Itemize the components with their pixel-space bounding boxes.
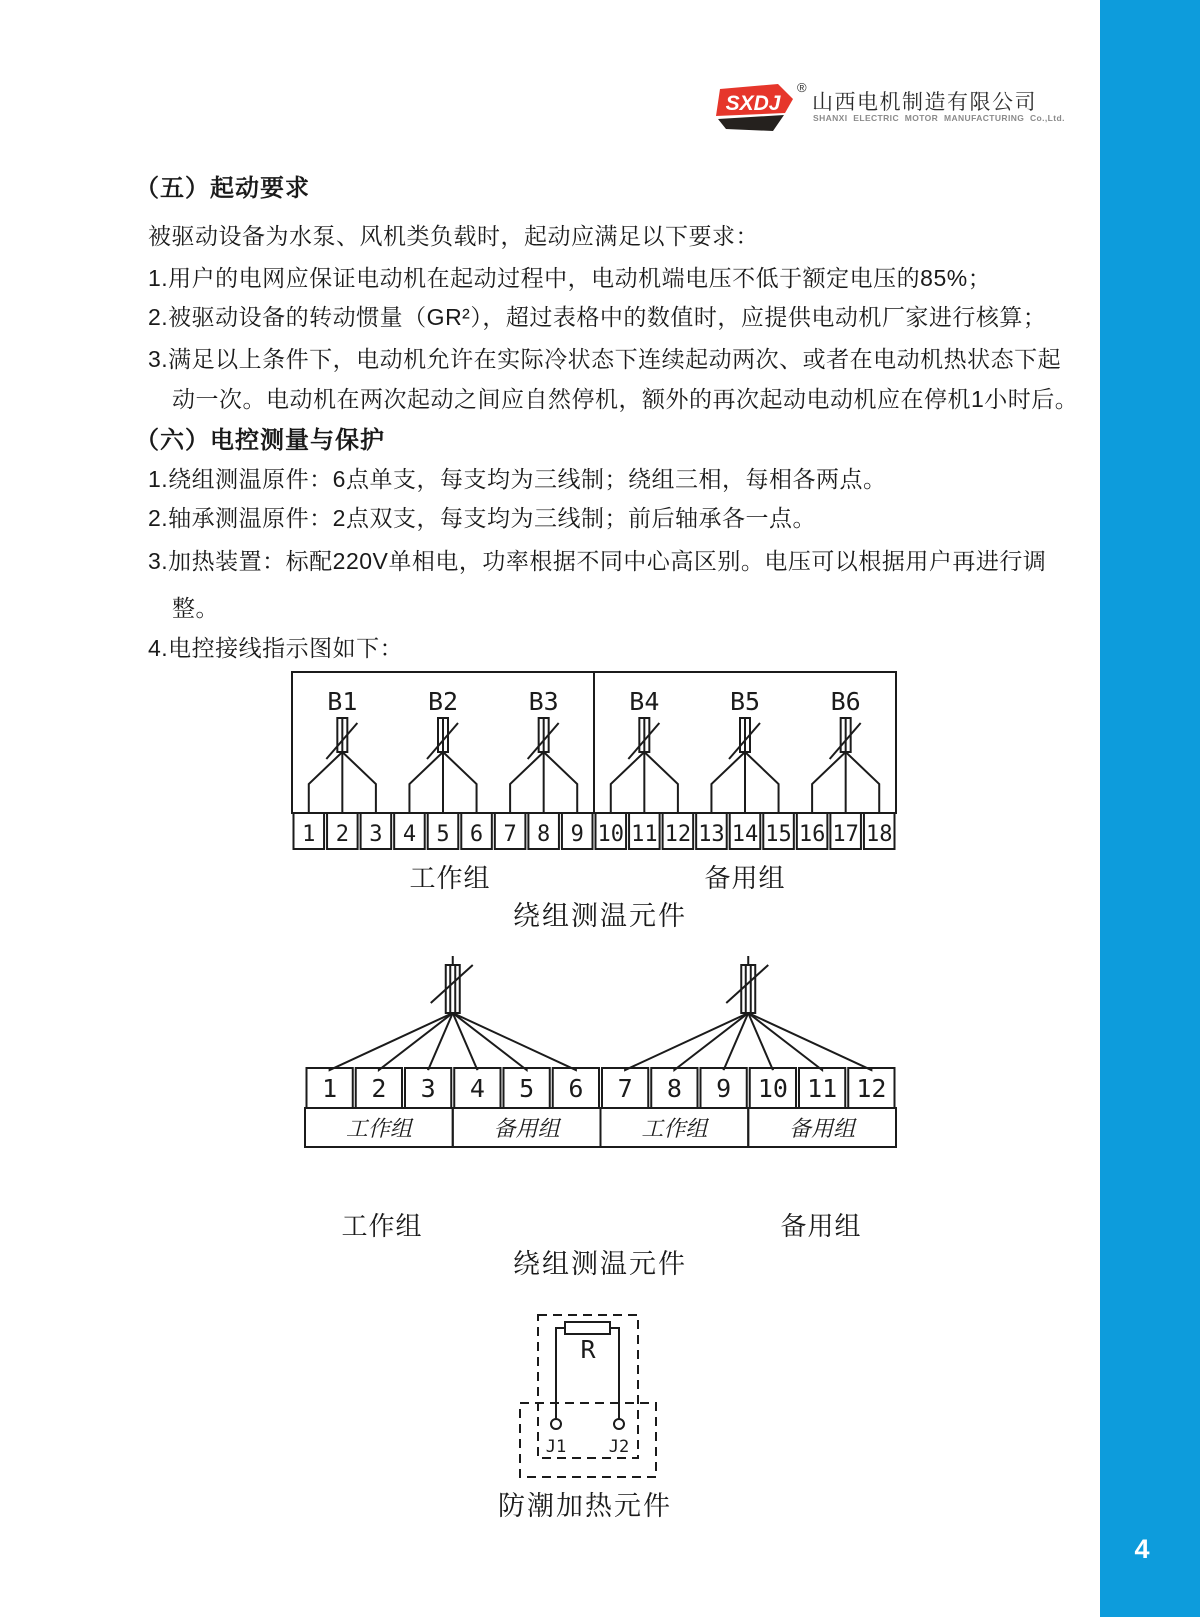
terminal-number: 6: [568, 1074, 584, 1103]
body-line: 4.电控接线指示图如下：: [148, 635, 404, 661]
terminal-number: 5: [519, 1074, 535, 1103]
terminal-j2-icon: [614, 1419, 624, 1429]
sensor-wire: [745, 752, 779, 813]
terminal-number: 9: [716, 1074, 732, 1103]
sensor-wire: [711, 752, 745, 813]
group-row-label: 备用组: [493, 1116, 560, 1141]
section5-heading: （五）起动要求: [135, 175, 310, 202]
terminal-number: 4: [402, 822, 417, 847]
terminal-number: 15: [765, 822, 792, 847]
terminal-j1-label: J1: [545, 1437, 567, 1457]
diagram2-work-group-label: 工作组: [341, 1211, 423, 1241]
terminal-number: 2: [335, 822, 349, 847]
probe-slash-icon: [726, 965, 768, 1003]
body-line: 3.加热装置：标配220V单相电，功率根据不同中心高区别。电压可以根据用户再进行调: [148, 548, 1047, 574]
terminal-number: 7: [503, 822, 517, 847]
terminal-number: 1: [302, 822, 316, 847]
sensor-wire: [510, 752, 544, 813]
diagram2-backup-group-label: 备用组: [780, 1211, 862, 1241]
page-accent-bar: [1100, 0, 1200, 1617]
sensor-probe-icon: [741, 965, 755, 1013]
sensor-label: B2: [427, 687, 459, 716]
sensor-wire: [544, 752, 578, 813]
terminal-number: 12: [664, 822, 692, 847]
group-row-label: 备用组: [789, 1116, 856, 1141]
terminal-number: 11: [631, 822, 658, 847]
winding-sensor-diagram-12: [290, 950, 910, 1210]
body-line: 2.轴承测温原件：2点双支，每支均为三线制；前后轴承各一点。: [148, 505, 816, 531]
diagram1-backup-group-label: 备用组: [704, 863, 786, 893]
terminal-number: 17: [832, 822, 859, 847]
group-row-label: 工作组: [641, 1116, 708, 1141]
body-line: 1.用户的电网应保证电动机在起动过程中，电动机端电压不低于额定电压的85%；: [148, 265, 992, 291]
sensor-wire: [611, 752, 645, 813]
terminal-number: 14: [731, 822, 759, 847]
terminal-number: 2: [371, 1074, 387, 1103]
page-number: 4: [1134, 1534, 1150, 1564]
terminal-number: 10: [597, 822, 625, 847]
resistor-icon: [565, 1322, 610, 1334]
sensor-wire: [342, 752, 376, 813]
diagram3-caption: 防潮加热元件: [498, 1491, 672, 1521]
sensor-label: B5: [729, 687, 761, 716]
sensor-wire: [846, 752, 880, 813]
terminal-number: 1: [322, 1074, 338, 1103]
registered-trademark-icon: ®: [797, 80, 807, 95]
terminal-number: 18: [865, 822, 893, 847]
terminal-number: 8: [537, 822, 551, 847]
body-line: 动一次。电动机在两次起动之间应自然停机，额外的再次起动电动机应在停机1小时后。: [172, 386, 1079, 412]
terminal-j2-label: J2: [608, 1437, 630, 1457]
sensor-label: B6: [830, 687, 861, 716]
terminal-number: 11: [807, 1074, 838, 1103]
company-name-cn: 山西电机制造有限公司: [812, 91, 1037, 114]
body-line: 2.被驱动设备的转动惯量（GR²），超过表格中的数值时，应提供电动机厂家进行核算；: [148, 304, 1047, 330]
diagram2-caption: 绕组测温元件: [513, 1249, 687, 1279]
sensor-wire: [644, 752, 678, 813]
diagram1-caption: 绕组测温元件: [513, 901, 687, 931]
terminal-number: 8: [666, 1074, 682, 1103]
section6-heading: （六）电控测量与保护: [135, 427, 385, 454]
terminal-number: 3: [420, 1074, 436, 1103]
terminal-number: 7: [617, 1074, 633, 1103]
probe-slash-icon: [431, 965, 473, 1003]
terminal-number: 9: [570, 822, 584, 847]
heater-diagram: [500, 1300, 700, 1485]
terminal-number: 4: [469, 1074, 485, 1103]
sensor-wire: [409, 752, 443, 813]
terminal-number: 12: [856, 1074, 887, 1103]
body-line: 3.满足以上条件下，电动机允许在实际冷状态下连续起动两次、或者在电动机热状态下起: [148, 346, 1062, 372]
sensor-probe-icon: [446, 965, 460, 1013]
diagram1-work-group-label: 工作组: [409, 863, 491, 893]
sensor-wire: [309, 752, 343, 813]
terminal-number: 10: [757, 1074, 788, 1103]
sensor-label: B1: [327, 687, 358, 716]
terminal-number: 16: [798, 822, 826, 847]
resistor-label: R: [580, 1335, 596, 1364]
sxdj-logo-icon: [714, 84, 796, 132]
sensor-label: B3: [528, 687, 559, 716]
heater-outer-dashed-box: [520, 1403, 656, 1477]
group-row-label: 工作组: [345, 1116, 412, 1141]
terminal-number: 3: [369, 822, 383, 847]
terminal-number: 13: [698, 822, 725, 847]
logo-black-flag: [718, 115, 784, 131]
logo-abbr: SXDJ: [725, 92, 781, 115]
sensor-label: B4: [629, 687, 660, 716]
terminal-number: 6: [469, 822, 484, 847]
body-line: 被驱动设备为水泵、风机类负载时，起动应满足以下要求：: [148, 223, 759, 249]
terminal-j1-icon: [551, 1419, 561, 1429]
sensor-wire: [812, 752, 846, 813]
body-line: 整。: [172, 595, 219, 621]
terminal-number: 5: [436, 822, 450, 847]
company-name-en: SHANXI ELECTRIC MOTOR MANUFACTURING Co.,Ltd.: [813, 113, 1065, 123]
body-line: 1.绕组测温原件：6点单支，每支均为三线制；绕组三相，每相各两点。: [148, 466, 887, 492]
sensor-wire: [443, 752, 477, 813]
